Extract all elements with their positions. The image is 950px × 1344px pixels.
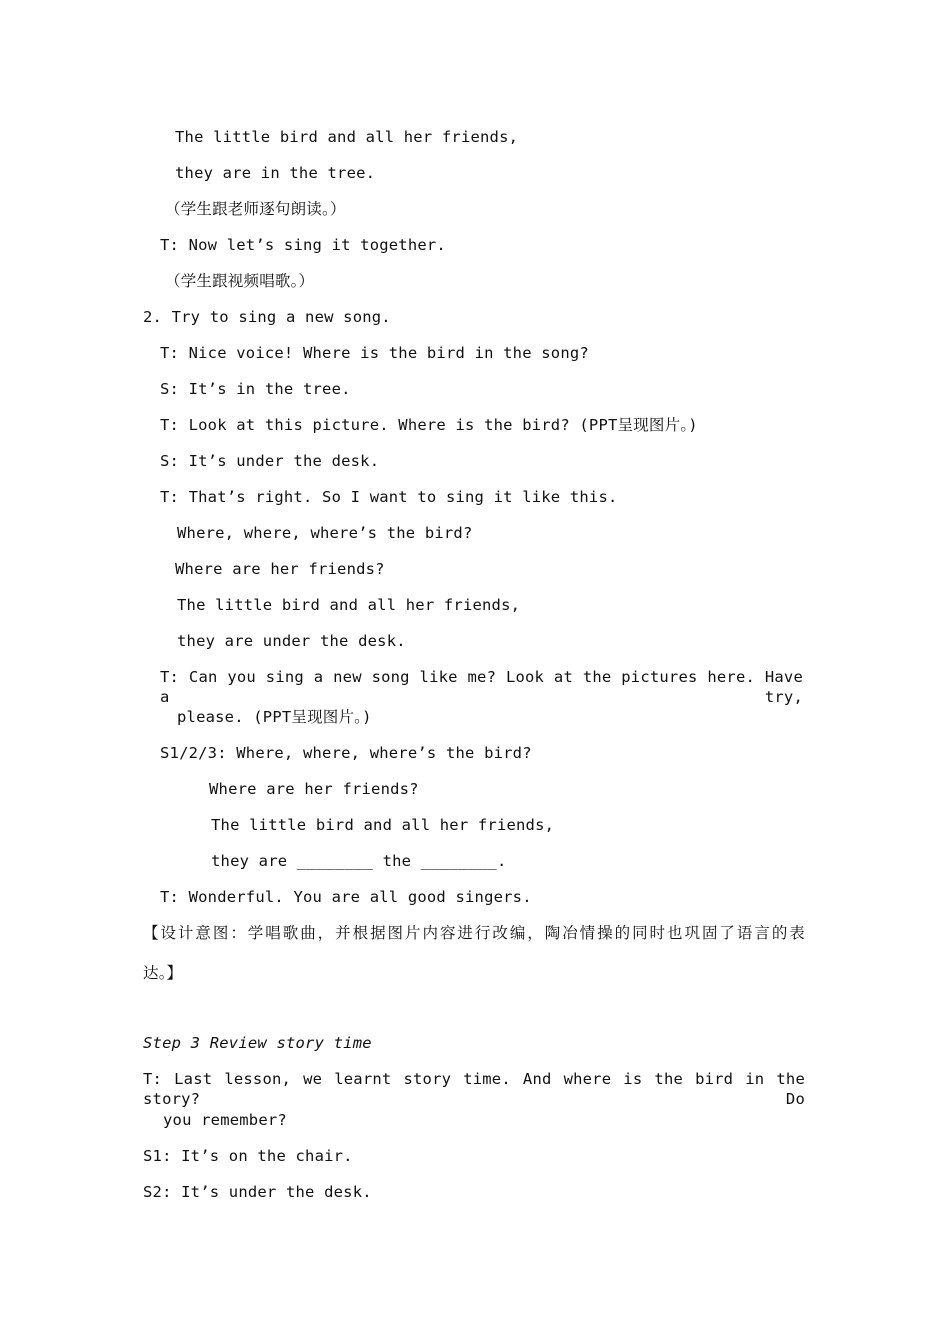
song-line: Where are her friends? (209, 780, 419, 798)
students-line: S1/2/3: Where, where, where’s the bird? (160, 744, 532, 762)
section-heading: 2. Try to sing a new song. (143, 308, 391, 326)
student-line: S1: It’s on the chair. (143, 1147, 353, 1165)
song-line: The little bird and all her friends, (177, 596, 521, 614)
song-line: they are under the desk. (177, 632, 406, 650)
song-line-blanks: they are ________ the ________. (211, 852, 507, 870)
design-intent-note-continued: 达。】 (143, 964, 183, 982)
song-line: The little bird and all her friends, (211, 816, 555, 834)
teacher-line: T: Last lesson, we learnt story time. And where is the bird in the story? Do (143, 1070, 805, 1108)
step-heading: Step 3 Review story time (143, 1034, 372, 1052)
student-line: S: It’s in the tree. (160, 380, 351, 398)
teacher-line: T: Wonderful. You are all good singers. (160, 888, 532, 906)
stage-direction: （学生跟老师逐句朗读。） (165, 200, 346, 218)
student-line: S2: It’s under the desk. (143, 1183, 372, 1201)
design-intent-note: 【设计意图：学唱歌曲，并根据图片内容进行改编，陶冶情操的同时也巩固了语言的表 (143, 924, 805, 942)
student-line: S: It’s under the desk. (160, 452, 380, 470)
teacher-line: T: Now let’s sing it together. (160, 236, 446, 254)
stage-direction: （学生跟视频唱歌。） (165, 272, 315, 290)
teacher-line: T: Nice voice! Where is the bird in the song? (160, 344, 589, 362)
teacher-line: T: That’s right. So I want to sing it like this. (160, 488, 618, 506)
song-line: they are in the tree. (175, 164, 376, 182)
teacher-line-continued: you remember? (163, 1111, 287, 1129)
song-line: Where are her friends? (175, 560, 385, 578)
teacher-line: T: Can you sing a new song like me? Look at the pictures here. Have a try, (160, 668, 803, 706)
teacher-line: T: Look at this picture. Where is the bird? (PPT呈现图片。) (160, 416, 698, 434)
song-line: The little bird and all her friends, (175, 128, 519, 146)
song-line: Where, where, where’s the bird? (177, 524, 473, 542)
teacher-line-continued: please. (PPT呈现图片。) (177, 708, 372, 726)
